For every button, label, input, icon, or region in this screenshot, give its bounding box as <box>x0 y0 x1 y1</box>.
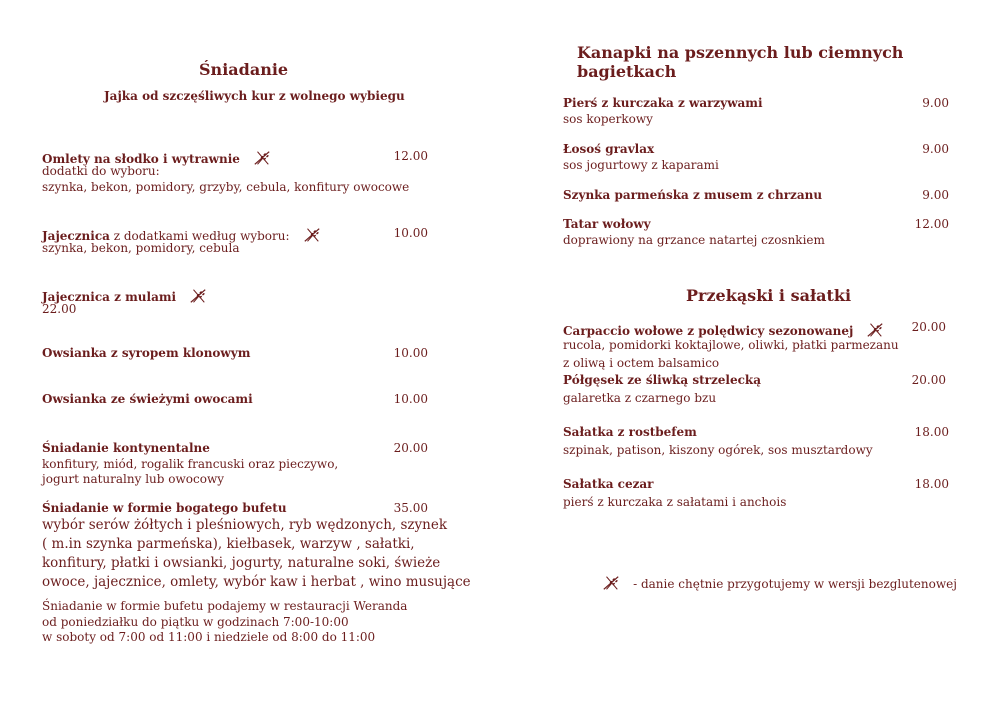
item-price: 9.00 <box>922 96 949 110</box>
item-price: 10.00 <box>393 226 428 240</box>
item-title: Śniadanie kontynentalne <box>42 441 210 455</box>
note-line: Śniadanie w formie bufetu podajemy w restauracji Weranda <box>42 599 408 613</box>
item-title: Owsianka ze świeżymi owocami <box>42 392 253 406</box>
item-title: Jajecznica <box>42 229 110 243</box>
item-desc: jogurt naturalny lub owocowy <box>42 472 224 486</box>
item-title: Śniadanie w formie bogatego bufetu <box>42 501 287 515</box>
item-desc: wybór serów żółtych i pleśniowych, ryb wędzonych, szynek <box>42 517 448 533</box>
item-price: 12.00 <box>914 217 949 231</box>
breakfast-heading: Śniadanie <box>199 60 289 79</box>
item-price: 10.00 <box>393 346 428 360</box>
buffet-note <box>42 599 407 646</box>
item-title: Sałatka z rostbefem <box>563 425 697 439</box>
item-title: Pierś z kurczaka z warzywami <box>563 96 763 110</box>
item-title: Sałatka cezar <box>563 477 654 491</box>
item-desc: szpinak, patison, kiszony ogórek, sos musztardowy <box>563 443 873 457</box>
item-title: Łosoś gravlax <box>563 142 655 156</box>
item-desc: ( m.in szynka parmeńska), kiełbasek, warzyw , sałatki, <box>42 536 415 552</box>
item-price: 20.00 <box>393 441 428 455</box>
item-title: Owsianka z syropem klonowym <box>42 346 251 360</box>
item-desc: dodatki do wyboru: <box>42 164 160 178</box>
item-title-rest: z dodatkami według wyboru: <box>109 229 290 243</box>
item-desc: szynka, bekon, pomidory, grzyby, cebula, konfitury owocowe <box>42 180 410 194</box>
item-desc: sos jogurtowy z kaparami <box>563 158 719 172</box>
item-price: 20.00 <box>911 373 946 387</box>
item-desc: galaretka z czarnego bzu <box>563 391 717 405</box>
starters-heading: Przekąski i sałatki <box>686 286 852 305</box>
item-price: 18.00 <box>914 477 949 491</box>
gluten-free-icon <box>864 321 886 339</box>
note-line: od poniedziałku do piątku w godzinach 7:00-10:00 <box>42 614 349 629</box>
menu-item <box>563 320 886 339</box>
item-title: Półgęsek ze śliwką strzelecką <box>563 373 761 387</box>
item-desc: konfitury, płatki i owsianki, jogurty, naturalne soki, świeże <box>42 555 441 571</box>
item-price: 20.00 <box>911 320 946 334</box>
sandwiches-heading: Kanapki na pszennych lub ciemnych bagietkach <box>577 43 904 81</box>
item-desc: doprawiony na grzance natartej czosnkiem <box>563 233 825 247</box>
gluten-free-icon <box>251 149 273 167</box>
breakfast-subheading: Jajka od szczęśliwych kur z wolnego wybiegu <box>104 89 405 103</box>
gluten-free-icon <box>600 574 622 592</box>
item-price: 12.00 <box>393 149 428 163</box>
note-line: w soboty od 7:00 od 11:00 i niedziele od 8:00 do 11:00 <box>42 630 376 644</box>
item-price: 35.00 <box>393 501 428 515</box>
item-desc: z oliwą i octem balsamico <box>563 356 720 370</box>
item-desc: szynka, bekon, pomidory, cebula <box>42 241 240 255</box>
item-price: 22.00 <box>42 302 77 316</box>
gluten-free-icon <box>187 287 209 305</box>
gluten-free-legend <box>600 573 957 592</box>
item-title: Tatar wołowy <box>563 217 651 231</box>
item-desc: konfitury, miód, rogalik francuski oraz pieczywo, <box>42 457 339 471</box>
item-price: 9.00 <box>922 188 949 202</box>
item-title: Szynka parmeńska z musem z chrzanu <box>563 188 823 202</box>
item-price: 10.00 <box>393 392 428 406</box>
item-desc: pierś z kurczaka z sałatami i anchois <box>563 495 787 509</box>
item-desc: sos koperkowy <box>563 112 653 126</box>
item-desc: rucola, pomidorki koktajlowe, oliwki, płatki parmezanu <box>563 338 899 352</box>
gluten-free-icon <box>301 226 323 244</box>
item-title: Carpaccio wołowe z polędwicy sezonowanej <box>563 324 854 338</box>
item-title: Omlety na słodko i wytrawnie <box>42 152 240 166</box>
item-price: 9.00 <box>922 142 949 156</box>
item-desc: owoce, jajecznice, omlety, wybór kaw i herbat , wino musujące <box>42 574 471 590</box>
item-price: 18.00 <box>914 425 949 439</box>
item-title: Jajecznica z mulami <box>42 290 177 304</box>
legend-text: - danie chętnie przygotujemy w wersji bezglutenowej <box>633 577 957 591</box>
